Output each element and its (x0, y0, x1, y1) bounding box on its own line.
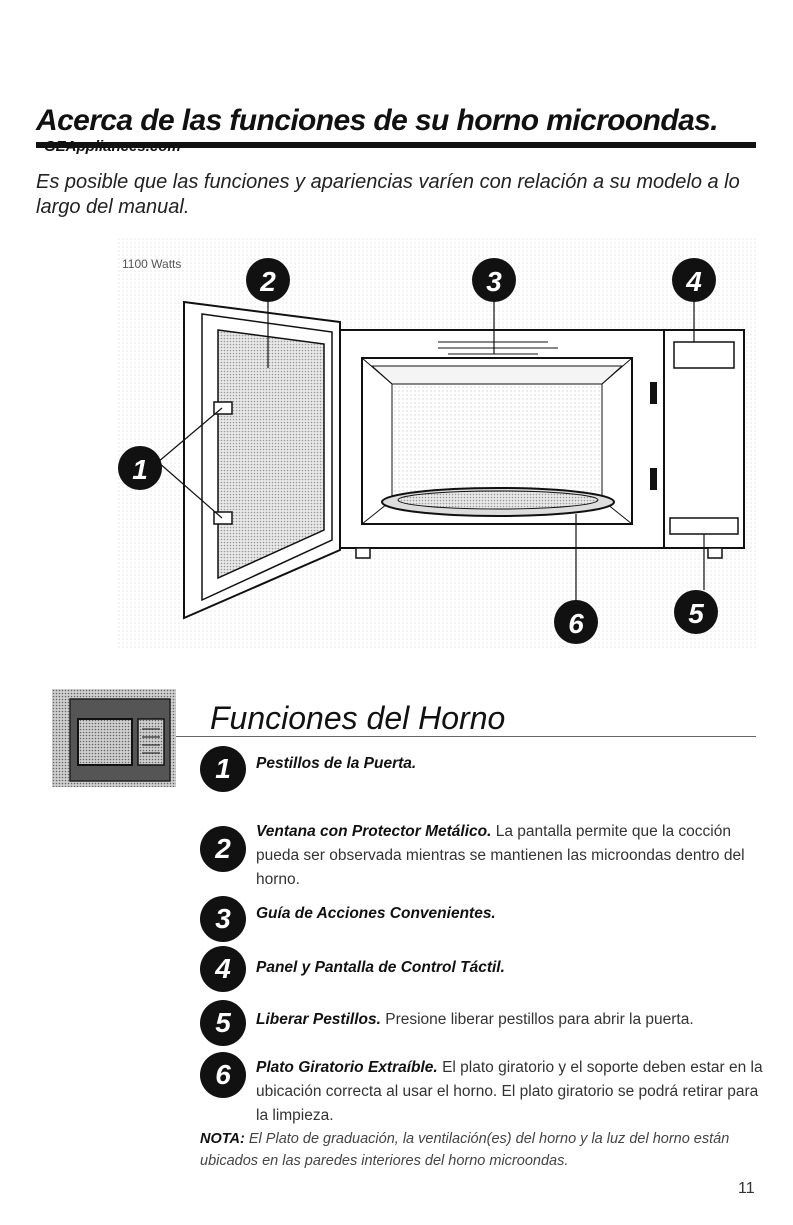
feature-6-name: Plato Giratorio Extraíble. (256, 1059, 438, 1076)
feature-6-desc: El plato giratorio y el soporte deben estar en la ubicación correcta al usar el horno. El plato giratorio se podrá retirar para la limpieza. (256, 1059, 763, 1124)
feature-2-desc: La pantalla permite que la cocción pueda ser observada mientras se mantienen las microondas dentro del horno. (256, 823, 745, 888)
callout-4-label: 4 (686, 266, 702, 297)
feature-4-name: Panel y Pantalla de Control Táctil. (256, 959, 505, 976)
feature-2-badge: 2 (200, 826, 246, 872)
callout-5-label: 5 (688, 598, 704, 629)
feature-4-badge: 4 (200, 946, 246, 992)
microwave-icon (52, 689, 176, 787)
note-label: NOTA: (200, 1131, 245, 1147)
header-rule (36, 142, 756, 148)
feature-5-name: Liberar Pestillos. (256, 1011, 381, 1028)
callout-3-label: 3 (486, 266, 502, 297)
callout-2-badge (246, 258, 290, 302)
intro-text: Es posible que las funciones y apariencias varíen con relación a su modelo a lo largo del manual. (36, 171, 740, 218)
feature-3-name: Guía de Acciones Convenientes. (256, 905, 496, 922)
callout-1-label: 1 (132, 454, 148, 485)
section-title: Funciones del Horno (210, 700, 506, 736)
callout-4-badge (672, 258, 716, 302)
callout-5-badge (674, 590, 718, 634)
microwave-diagram (118, 238, 758, 650)
callout-1-badge (118, 446, 162, 490)
callout-2-label: 2 (260, 266, 276, 297)
section-rule (176, 736, 756, 737)
page-number: 11 (738, 1180, 755, 1197)
callout-3-badge (472, 258, 516, 302)
note-text (200, 1128, 760, 1172)
feature-5-desc: Presione liberar pestillos para abrir la puerta. (385, 1011, 694, 1028)
feature-3-badge: 3 (200, 896, 246, 942)
feature-1-badge: 1 (200, 746, 246, 792)
page-header (36, 104, 756, 156)
note-body: El Plato de graduación, la ventilación(es) del horno y la luz del horno están ubicados en las paredes interiores del horno microondas. (200, 1131, 730, 1169)
feature-2-name: Ventana con Protector Metálico. (256, 823, 492, 840)
callout-6-label: 6 (568, 608, 584, 639)
feature-6-badge: 6 (200, 1052, 246, 1098)
feature-5-badge: 5 (200, 1000, 246, 1046)
callout-6-badge (554, 600, 598, 644)
page-title: Acerca de las funciones de su horno microondas. (36, 104, 718, 137)
wattage-label: 1100 Watts (122, 257, 182, 271)
feature-1-name: Pestillos de la Puerta. (256, 755, 417, 772)
